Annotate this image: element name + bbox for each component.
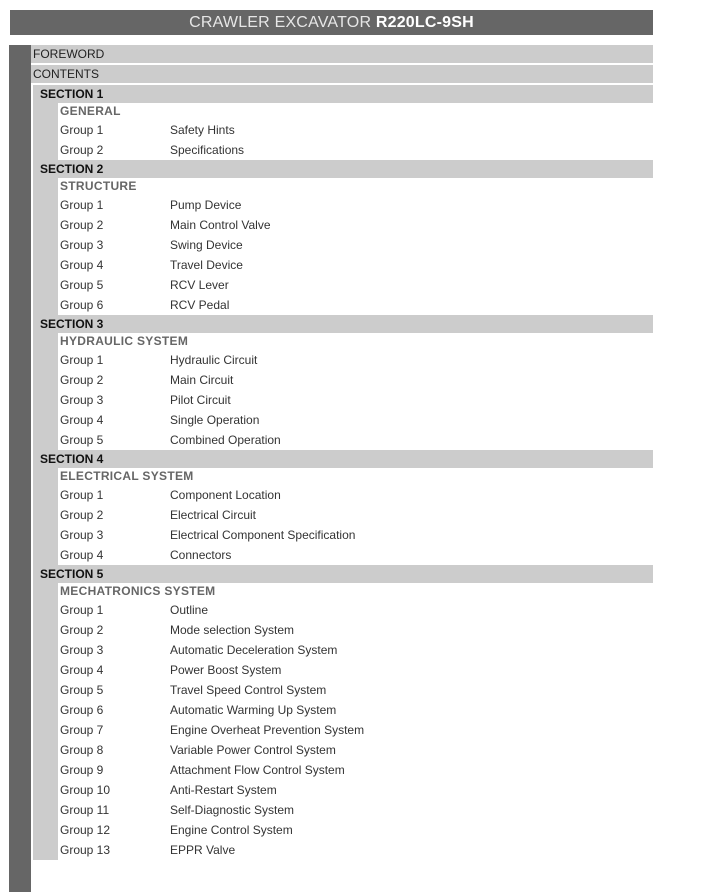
group-name-link[interactable]: Component Location (170, 488, 281, 502)
toc-group-row[interactable] (60, 620, 653, 640)
group-name-link[interactable]: Engine Overheat Prevention System (170, 723, 365, 737)
sections-container (31, 85, 653, 860)
group-number: Group 7 (60, 723, 104, 737)
section-title: GENERAL (60, 104, 121, 118)
group-name-link[interactable]: EPPR Valve (170, 843, 236, 857)
group-number: Group 2 (60, 373, 104, 387)
toc-group-row[interactable] (60, 370, 653, 390)
group-number: Group 3 (60, 528, 104, 542)
group-number: Group 2 (60, 218, 104, 232)
group-name-link[interactable]: Self-Diagnostic System (170, 803, 295, 817)
group-name-link[interactable]: Anti-Restart System (170, 783, 277, 797)
section-body (33, 583, 653, 860)
group-number: Group 10 (60, 783, 111, 797)
toc-group-row[interactable] (60, 430, 653, 450)
group-number: Group 2 (60, 623, 104, 637)
group-number: Group 6 (60, 298, 104, 312)
group-name-link[interactable]: Main Circuit (170, 373, 234, 387)
toc-group-row[interactable] (60, 275, 653, 295)
group-number: Group 5 (60, 278, 104, 292)
section-5 (33, 565, 653, 860)
group-number: Group 1 (60, 488, 104, 502)
group-number: Group 1 (60, 198, 104, 212)
toc-group-row[interactable] (60, 840, 653, 860)
section-body (33, 468, 653, 565)
toc-group-row[interactable] (60, 800, 653, 820)
group-name-link[interactable]: Engine Control System (170, 823, 293, 837)
toc-group-row[interactable] (60, 525, 653, 545)
group-name-link[interactable]: Power Boost System (170, 663, 282, 677)
toc-group-row[interactable] (60, 350, 653, 370)
group-name-link[interactable]: RCV Lever (170, 278, 229, 292)
group-number: Group 6 (60, 703, 104, 717)
group-name-link[interactable]: Automatic Deceleration System (170, 643, 338, 657)
group-number: Group 4 (60, 663, 104, 677)
toc-group-row[interactable] (60, 255, 653, 275)
toc-group-row[interactable] (60, 720, 653, 740)
page-title-bar (10, 10, 653, 35)
section-header[interactable]: SECTION 4 (33, 450, 653, 468)
section-title: ELECTRICAL SYSTEM (60, 469, 194, 483)
group-name-link[interactable]: RCV Pedal (170, 298, 230, 312)
model-name: R220LC-9SH (375, 14, 474, 31)
section-header[interactable]: SECTION 2 (33, 160, 653, 178)
group-name-link[interactable]: Pump Device (170, 198, 242, 212)
group-number: Group 4 (60, 413, 104, 427)
group-name-link[interactable]: Combined Operation (170, 433, 281, 447)
group-name-link[interactable]: Mode selection System (170, 623, 295, 637)
left-sidebar-strip (9, 45, 31, 892)
toc-group-row[interactable] (60, 140, 653, 160)
group-name-link[interactable]: Attachment Flow Control System (170, 763, 345, 777)
toc-group-row[interactable] (60, 195, 653, 215)
group-name-link[interactable]: Connectors (170, 548, 232, 562)
toc-group-row[interactable] (60, 680, 653, 700)
section-body (33, 103, 653, 160)
group-number: Group 13 (60, 843, 111, 857)
group-number: Group 12 (60, 823, 111, 837)
section-title: MECHATRONICS SYSTEM (60, 584, 216, 598)
toc-group-row[interactable] (60, 660, 653, 680)
group-name-link[interactable]: Electrical Component Specification (170, 528, 356, 542)
section-body (33, 333, 653, 450)
group-number: Group 2 (60, 143, 104, 157)
group-number: Group 4 (60, 548, 104, 562)
group-name-link[interactable]: Single Operation (170, 413, 260, 427)
group-number: Group 4 (60, 258, 104, 272)
section-header[interactable]: SECTION 3 (33, 315, 653, 333)
toc-group-row[interactable] (60, 505, 653, 525)
table-of-contents (31, 45, 653, 860)
group-name-link[interactable]: Pilot Circuit (170, 393, 231, 407)
group-number: Group 11 (60, 803, 110, 817)
group-name-link[interactable]: Electrical Circuit (170, 508, 257, 522)
group-name-link[interactable]: Hydraulic Circuit (170, 353, 258, 367)
group-name-link[interactable]: Swing Device (170, 238, 243, 252)
toc-group-row[interactable] (60, 485, 653, 505)
group-name-link[interactable]: Automatic Warming Up System (170, 703, 337, 717)
group-number: Group 3 (60, 393, 104, 407)
toc-group-row[interactable] (60, 600, 653, 620)
toc-group-row[interactable] (60, 410, 653, 430)
group-number: Group 1 (60, 353, 104, 367)
toc-group-row[interactable] (60, 390, 653, 410)
toc-group-row[interactable] (60, 235, 653, 255)
group-name-link[interactable]: Main Control Valve (170, 218, 271, 232)
toc-group-row[interactable] (60, 120, 653, 140)
group-number: Group 5 (60, 433, 104, 447)
section-title: HYDRAULIC SYSTEM (60, 334, 189, 348)
title-prefix: CRAWLER EXCAVATOR (189, 14, 376, 31)
section-body (33, 178, 653, 315)
group-number: Group 2 (60, 508, 104, 522)
section-4 (33, 450, 653, 565)
section-header[interactable]: SECTION 5 (33, 565, 653, 583)
group-number: Group 9 (60, 763, 104, 777)
group-number: Group 1 (60, 603, 104, 617)
section-3 (33, 315, 653, 450)
section-title: STRUCTURE (60, 179, 137, 193)
toc-group-row[interactable] (60, 700, 653, 720)
group-name-link[interactable]: Specifications (170, 143, 245, 157)
toc-group-row[interactable] (60, 215, 653, 235)
group-number: Group 8 (60, 743, 104, 757)
toc-group-row[interactable] (60, 295, 653, 315)
group-name-link[interactable]: Variable Power Control System (170, 743, 336, 757)
group-number: Group 1 (60, 123, 104, 137)
toc-group-row[interactable] (60, 740, 653, 760)
section-2 (33, 160, 653, 315)
group-number: Group 5 (60, 683, 104, 697)
group-name-link[interactable]: Travel Device (170, 258, 243, 272)
group-name-link[interactable]: Travel Speed Control System (170, 683, 327, 697)
group-number: Group 3 (60, 643, 104, 657)
section-header[interactable]: SECTION 1 (33, 85, 653, 103)
toc-group-row[interactable] (60, 545, 653, 565)
toc-group-row[interactable] (60, 760, 653, 780)
toc-group-row[interactable] (60, 820, 653, 840)
foreword-link[interactable]: FOREWORD (31, 45, 653, 63)
contents-link[interactable]: CONTENTS (31, 65, 653, 83)
toc-group-row[interactable] (60, 780, 653, 800)
group-name-link[interactable]: Outline (170, 603, 209, 617)
toc-group-row[interactable] (60, 640, 653, 660)
group-name-link[interactable]: Safety Hints (170, 123, 235, 137)
section-1 (33, 85, 653, 160)
group-number: Group 3 (60, 238, 104, 252)
